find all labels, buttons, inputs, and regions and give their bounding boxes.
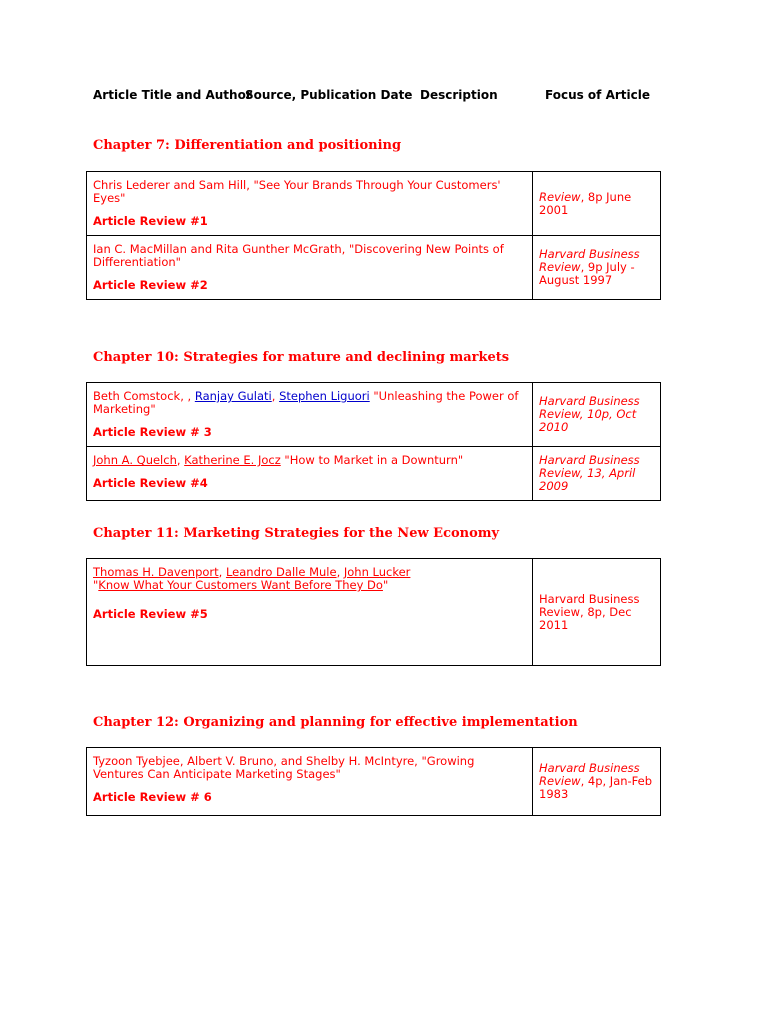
article-text: Chris Lederer and Sam Hill, "See Your Brands Through Your Customers' Eyes" <box>93 178 501 205</box>
source-journal: Harvard Business Review <box>539 247 640 274</box>
source-cell <box>533 447 661 501</box>
chapter-7-heading: Chapter 7: Differentiation and positioning <box>93 138 402 153</box>
source-cell <box>533 559 661 666</box>
article-review-label: Article Review # 6 <box>93 790 212 804</box>
article-review-label: Article Review # 3 <box>93 425 212 439</box>
chapter-12-table <box>86 747 661 816</box>
article-title-text: "How to Market in a Downturn" <box>280 453 464 467</box>
table-row <box>87 172 661 236</box>
table-row <box>87 447 661 501</box>
source-cell <box>533 236 661 300</box>
header-article-title-author: Article Title and Author <box>93 88 252 102</box>
quote-open: " <box>93 578 99 592</box>
article-text: Ian C. MacMillan and Rita Gunther McGrath, "Discovering New Points of Differentiation" <box>93 242 504 269</box>
author-link-katherine-jocz[interactable]: Katherine E. Jocz <box>184 453 281 467</box>
table-row <box>87 236 661 300</box>
article-review-label: Article Review #5 <box>93 607 208 621</box>
chapter-12-heading: Chapter 12: Organizing and planning for effective implementation <box>93 715 578 730</box>
source-journal: Review <box>539 189 581 204</box>
source-details: , 4p, Jan-Feb 1983 <box>539 774 653 801</box>
article-author-text: Beth Comstock, , <box>93 389 195 403</box>
article-cell <box>87 236 533 300</box>
source-text: Harvard Business Review, 10p, Oct 2010 <box>539 394 640 434</box>
header-focus: Focus of Article <box>545 88 650 102</box>
author-link-john-quelch[interactable]: John A. Quelch <box>93 453 177 467</box>
author-link-john-lucker[interactable]: John Lucker <box>343 565 411 579</box>
column-header <box>93 88 683 104</box>
author-link-ranjay-gulati[interactable]: Ranjay Gulati <box>194 389 272 403</box>
source-text: Harvard Business Review, 13, April 2009 <box>539 453 640 493</box>
article-cell <box>87 447 533 501</box>
source-details: , 9p July -August 1997 <box>539 260 635 287</box>
separator: , <box>218 565 226 579</box>
article-cell <box>87 172 533 236</box>
chapter-11-heading: Chapter 11: Marketing Strategies for the New Economy <box>93 526 500 541</box>
article-cell <box>87 559 533 666</box>
article-review-label: Article Review #2 <box>93 278 208 292</box>
author-link-leandro-dalle-mule[interactable]: Leandro Dalle Mule <box>225 565 337 579</box>
table-row <box>87 383 661 447</box>
author-link-thomas-davenport[interactable]: Thomas H. Davenport <box>93 565 219 579</box>
article-review-label: Article Review #1 <box>93 214 208 228</box>
chapter-11-table <box>86 558 661 666</box>
chapter-10-heading: Chapter 10: Strategies for mature and declining markets <box>93 350 510 365</box>
source-text: Harvard Business Review, 8p, Dec 2011 <box>539 591 640 632</box>
header-description: Description <box>420 88 498 102</box>
source-journal: Harvard Business Review <box>539 761 640 788</box>
quote-close: " <box>382 578 389 592</box>
source-cell <box>533 172 661 236</box>
article-title-text: "Unleashing the Power of Marketing" <box>93 389 519 416</box>
author-link-stephen-liguori[interactable]: Stephen Liguori <box>279 389 370 403</box>
article-title-link[interactable]: Know What Your Customers Want Before They Do <box>98 578 383 592</box>
header-source-date: Source, Publication Date <box>245 88 413 102</box>
article-text: Tyzoon Tyebjee, Albert V. Bruno, and Shelby H. McIntyre, "Growing Ventures Can Anticipate Marketing Stages" <box>93 754 475 781</box>
separator: , <box>176 453 185 467</box>
chapter-10-table <box>86 382 661 501</box>
separator: , <box>336 565 344 579</box>
separator: , <box>271 389 280 403</box>
table-row <box>87 559 661 666</box>
chapter-7-table <box>86 171 661 300</box>
article-cell <box>87 383 533 447</box>
article-cell <box>87 748 533 816</box>
source-details: , 8p June 2001 <box>539 189 632 217</box>
source-cell <box>533 383 661 447</box>
table-row <box>87 748 661 816</box>
source-cell <box>533 748 661 816</box>
article-review-label: Article Review #4 <box>93 476 208 490</box>
